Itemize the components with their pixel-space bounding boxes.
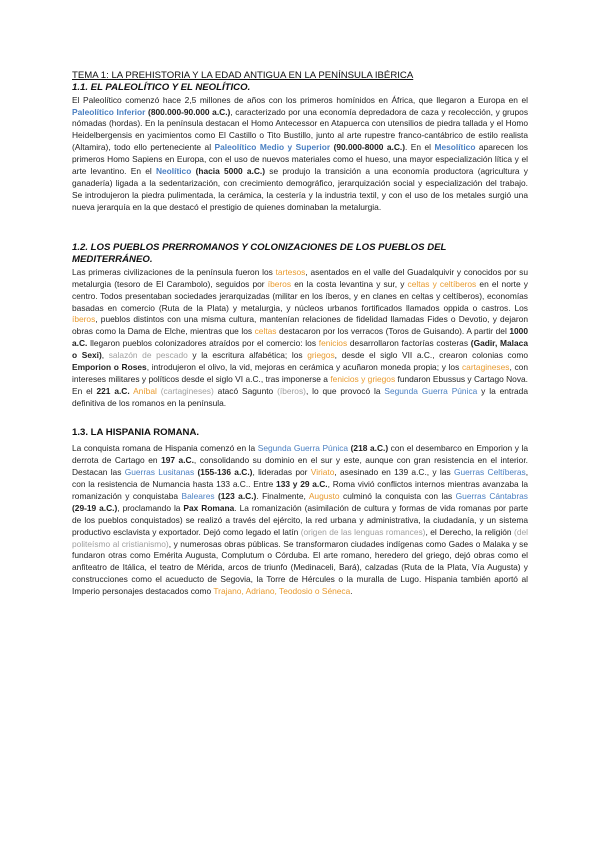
text-run: (123 a.C.) bbox=[217, 490, 257, 501]
text-run: , con la resistencia de Numancia hasta 133 a.C.. Entre bbox=[72, 467, 529, 490]
text-run: y la entrada definitiva de los romanos en la península. bbox=[72, 385, 529, 408]
text-run: Mesolítico bbox=[434, 142, 476, 153]
section-body-hispania-romana bbox=[72, 443, 528, 598]
text-run: Aníbal bbox=[133, 385, 157, 396]
section-body-paleolitico bbox=[72, 95, 528, 214]
text-run: (cartagineses) bbox=[160, 385, 214, 396]
text-run: , el Derecho, la religión bbox=[425, 526, 515, 537]
text-run: Guerras Lusitanas bbox=[124, 467, 195, 478]
text-run: salazón de pescado bbox=[108, 350, 188, 361]
text-run: Guerras Celtíberas bbox=[453, 467, 526, 478]
text-run: (origen de las lenguas romances) bbox=[300, 526, 426, 537]
text-run: tartesos bbox=[275, 266, 306, 277]
text-run: , desde el siglo VII a.C., crearon colonias como bbox=[334, 350, 528, 361]
text-run: Segunda Guerra Púnica bbox=[257, 443, 349, 454]
text-run: íberos bbox=[72, 314, 96, 325]
text-run: 197 a.C. bbox=[161, 455, 194, 466]
document-title: TEMA 1: LA PREHISTORIA Y LA EDAD ANTIGUA EN LA PENÍNSULA IBÉRICA bbox=[72, 70, 414, 81]
text-run: Las primeras civilizaciones de la península fueron los bbox=[72, 266, 276, 277]
section-heading-paleolitico: 1.1. EL PALEOLÍTICO Y EL NEOLÍTICO. bbox=[72, 82, 251, 93]
text-run: , lo que provocó la bbox=[305, 385, 385, 396]
text-run: . Finalmente, bbox=[256, 490, 309, 501]
text-run: en la costa levantina y sur, y bbox=[291, 278, 408, 289]
text-run: 1000 a.C. bbox=[72, 326, 528, 349]
text-run: . La romanización (asimilación de cultura y formas de vida romanas por parte de los pueblos conquistados) se realizó a través del ejército, la red urbana y administrativa, la ciudadanía, y un sistema productivo esclavista y exportador. Dejó como legado el latín bbox=[72, 502, 529, 537]
text-run: (Gadir, Malaca o Sexi) bbox=[72, 338, 528, 361]
text-run: Neolítico bbox=[155, 166, 192, 177]
text-run: griegos bbox=[307, 350, 335, 361]
text-run: . En el bbox=[405, 142, 435, 153]
text-run: desarrollaron factorías costeras bbox=[347, 338, 471, 349]
text-run: , con intereses militares y políticos desde el siglo VI a.C., tras imponerse a bbox=[72, 362, 528, 384]
text-run: Paleolítico Inferior bbox=[72, 106, 146, 117]
text-run: (29-19 a.C.) bbox=[72, 502, 118, 513]
text-run: cartagineses bbox=[461, 362, 510, 373]
section-heading-hispania-romana: 1.3. LA HISPANIA ROMANA. bbox=[72, 426, 200, 438]
text-run: (155-136 a.C.) bbox=[197, 467, 253, 478]
section-body-pueblos-prerromanos bbox=[72, 267, 528, 410]
text-run: Viriato bbox=[310, 467, 335, 478]
text-run: culminó la conquista con las bbox=[339, 490, 456, 501]
text-run: fenicios y griegos bbox=[330, 374, 396, 384]
document-page bbox=[72, 70, 528, 598]
text-run: , y numerosas obras públicas. Se transformaron ciudades indígenas como Gades o Malaka y se fundaron otras como Emérita Augusta, Complutum o Córduba. El arte romano, heredero del griego, dejó obras como el anfiteatro de Itálica, el teatro de Mérida, arcos de triunfo (Medinaceli, Bará), calzadas (Ruta de la Plata, Vía Augusta) y construcciones como el acueducto de Segovia, la Torre de Hércules o la muralla de Lugo. Hispania también aportó al Imperio personajes destacados como bbox=[72, 538, 529, 597]
text-run: (del politeísmo al cristianismo) bbox=[72, 526, 529, 549]
text-run: (800.000-90.000 a.C.) bbox=[148, 106, 231, 117]
text-run: atacó Sagunto bbox=[213, 385, 278, 396]
text-run: Trajano, Adriano, Teodosio o Séneca bbox=[213, 586, 351, 597]
text-run: , introdujeron el olivo, la vid, mejoras en cerámica y acuñaron moneda propia; y los bbox=[146, 362, 462, 373]
text-run: , bbox=[101, 350, 109, 361]
section-heading-pueblos-prerromanos: 1.2. LOS PUEBLOS PRERROMANOS Y COLONIZACIONES DE LOS PUEBLOS DEL MEDITERRÁNEO. bbox=[72, 241, 447, 266]
text-run: con el desembarco en Emporion y la derrota de Cartago en bbox=[72, 443, 528, 466]
text-run: celtas y celtíberos bbox=[407, 278, 477, 289]
text-run: , pueblos distintos con una misma cultura, mantenían relaciones de fidelidad llamadas Fides o Devotio, y dejaron obras como la Dama de Elche, mientras que los bbox=[72, 314, 528, 337]
text-run: La conquista romana de Hispania comenzó en la bbox=[72, 443, 258, 454]
text-run: y la escritura alfabética; los bbox=[187, 350, 308, 361]
text-run: , Roma vivió conflictos internos mientras avanzaba la romanización y conquistaba bbox=[72, 479, 528, 501]
text-run: aparecen los primeros Homo Sapiens en Europa, con el uso de nuevos materiales como el hueso, una mayor especialización lítica y el arte levantino. En el bbox=[72, 142, 528, 177]
text-run: , consolidando su dominio en el sur y este, aunque con gran resistencia en el interior. Destacan las bbox=[72, 455, 528, 478]
text-run: (hacia 5000 a.C.) bbox=[195, 166, 266, 177]
text-run: , proclamando la bbox=[117, 502, 184, 513]
text-run: Guerras Cántabras bbox=[455, 490, 528, 501]
text-run: llegaron pueblos colonizadores atraídos por el comercio: los bbox=[87, 338, 319, 349]
text-run: Augusto bbox=[308, 490, 340, 501]
text-run: Emporion o Roses bbox=[72, 362, 147, 373]
text-run: Segunda Guerra Púnica bbox=[384, 385, 478, 396]
text-run: Baleares bbox=[181, 490, 215, 501]
text-run: El Paleolítico comenzó hace 2,5 millones de años con los primeros homínidos en África, que llegaron a Europa en el bbox=[72, 94, 528, 105]
text-run: (218 a.C.) bbox=[350, 443, 389, 454]
text-run: celtas bbox=[254, 326, 277, 337]
text-run: fundaron Ebussus y Cartago Nova. En el bbox=[72, 374, 529, 396]
text-run: , caracterizado por una economía depredadora de caza y recolección, y grupos nómadas (hordas). En la península destacan el Homo Antecessor en Atapuerca con utensilios de piedra tallada y el Homo Heidelbergensis en yacimientos como El Castillo o Tito Bustillo, junto al arte rupestre franco-cantábrico de estilo realista (Altamira), todo ello perteneciente al bbox=[72, 106, 529, 153]
text-run: fenicios bbox=[318, 338, 348, 349]
text-run: en el norte y centro. Todos presentaban sociedades jerarquizadas (militar en los íberos, y en clanes en celtas y celtíberos), economías basadas en comercio (Ruta de la Plata) y metalurgia, y núcleos urbanos fortificados llamados oppida o castros. Los bbox=[72, 278, 528, 313]
text-run: , asentados en el valle del Guadalquivir y conocidos por su metalurgia (tesoro de El Carambolo), seguidos por bbox=[72, 266, 528, 289]
text-run: . bbox=[350, 586, 353, 597]
text-run: , asesinado en 139 a.C., y las bbox=[334, 467, 454, 478]
text-run: Paleolítico Medio y Superior bbox=[214, 142, 331, 153]
text-run: se produjo la transición a una economía productora (agricultura y ganadería) ligada a la sedentarización, con crecimiento demográfico, jerarquización social y especialización del trabajo. Se introdujeron la piedra pulimentada, la cerámica, la cestería y la industria textil, y con el uso de los metales surgió una nueva jerarquía en la que destacó el prestigio de quienes dominaban la metalurgia. bbox=[72, 166, 528, 212]
text-run: íberos bbox=[267, 278, 292, 289]
text-run: 133 y 29 a.C. bbox=[276, 479, 328, 490]
text-run: (íberos) bbox=[277, 385, 306, 396]
text-run: destacaron por los verracos (Toros de Guisando). A partir del bbox=[276, 326, 510, 337]
text-run: (90.000-8000 a.C.) bbox=[333, 142, 405, 153]
text-run: 221 a.C. bbox=[96, 385, 130, 396]
text-run: Pax Romana bbox=[183, 502, 235, 513]
text-run: , lideradas por bbox=[252, 467, 311, 478]
